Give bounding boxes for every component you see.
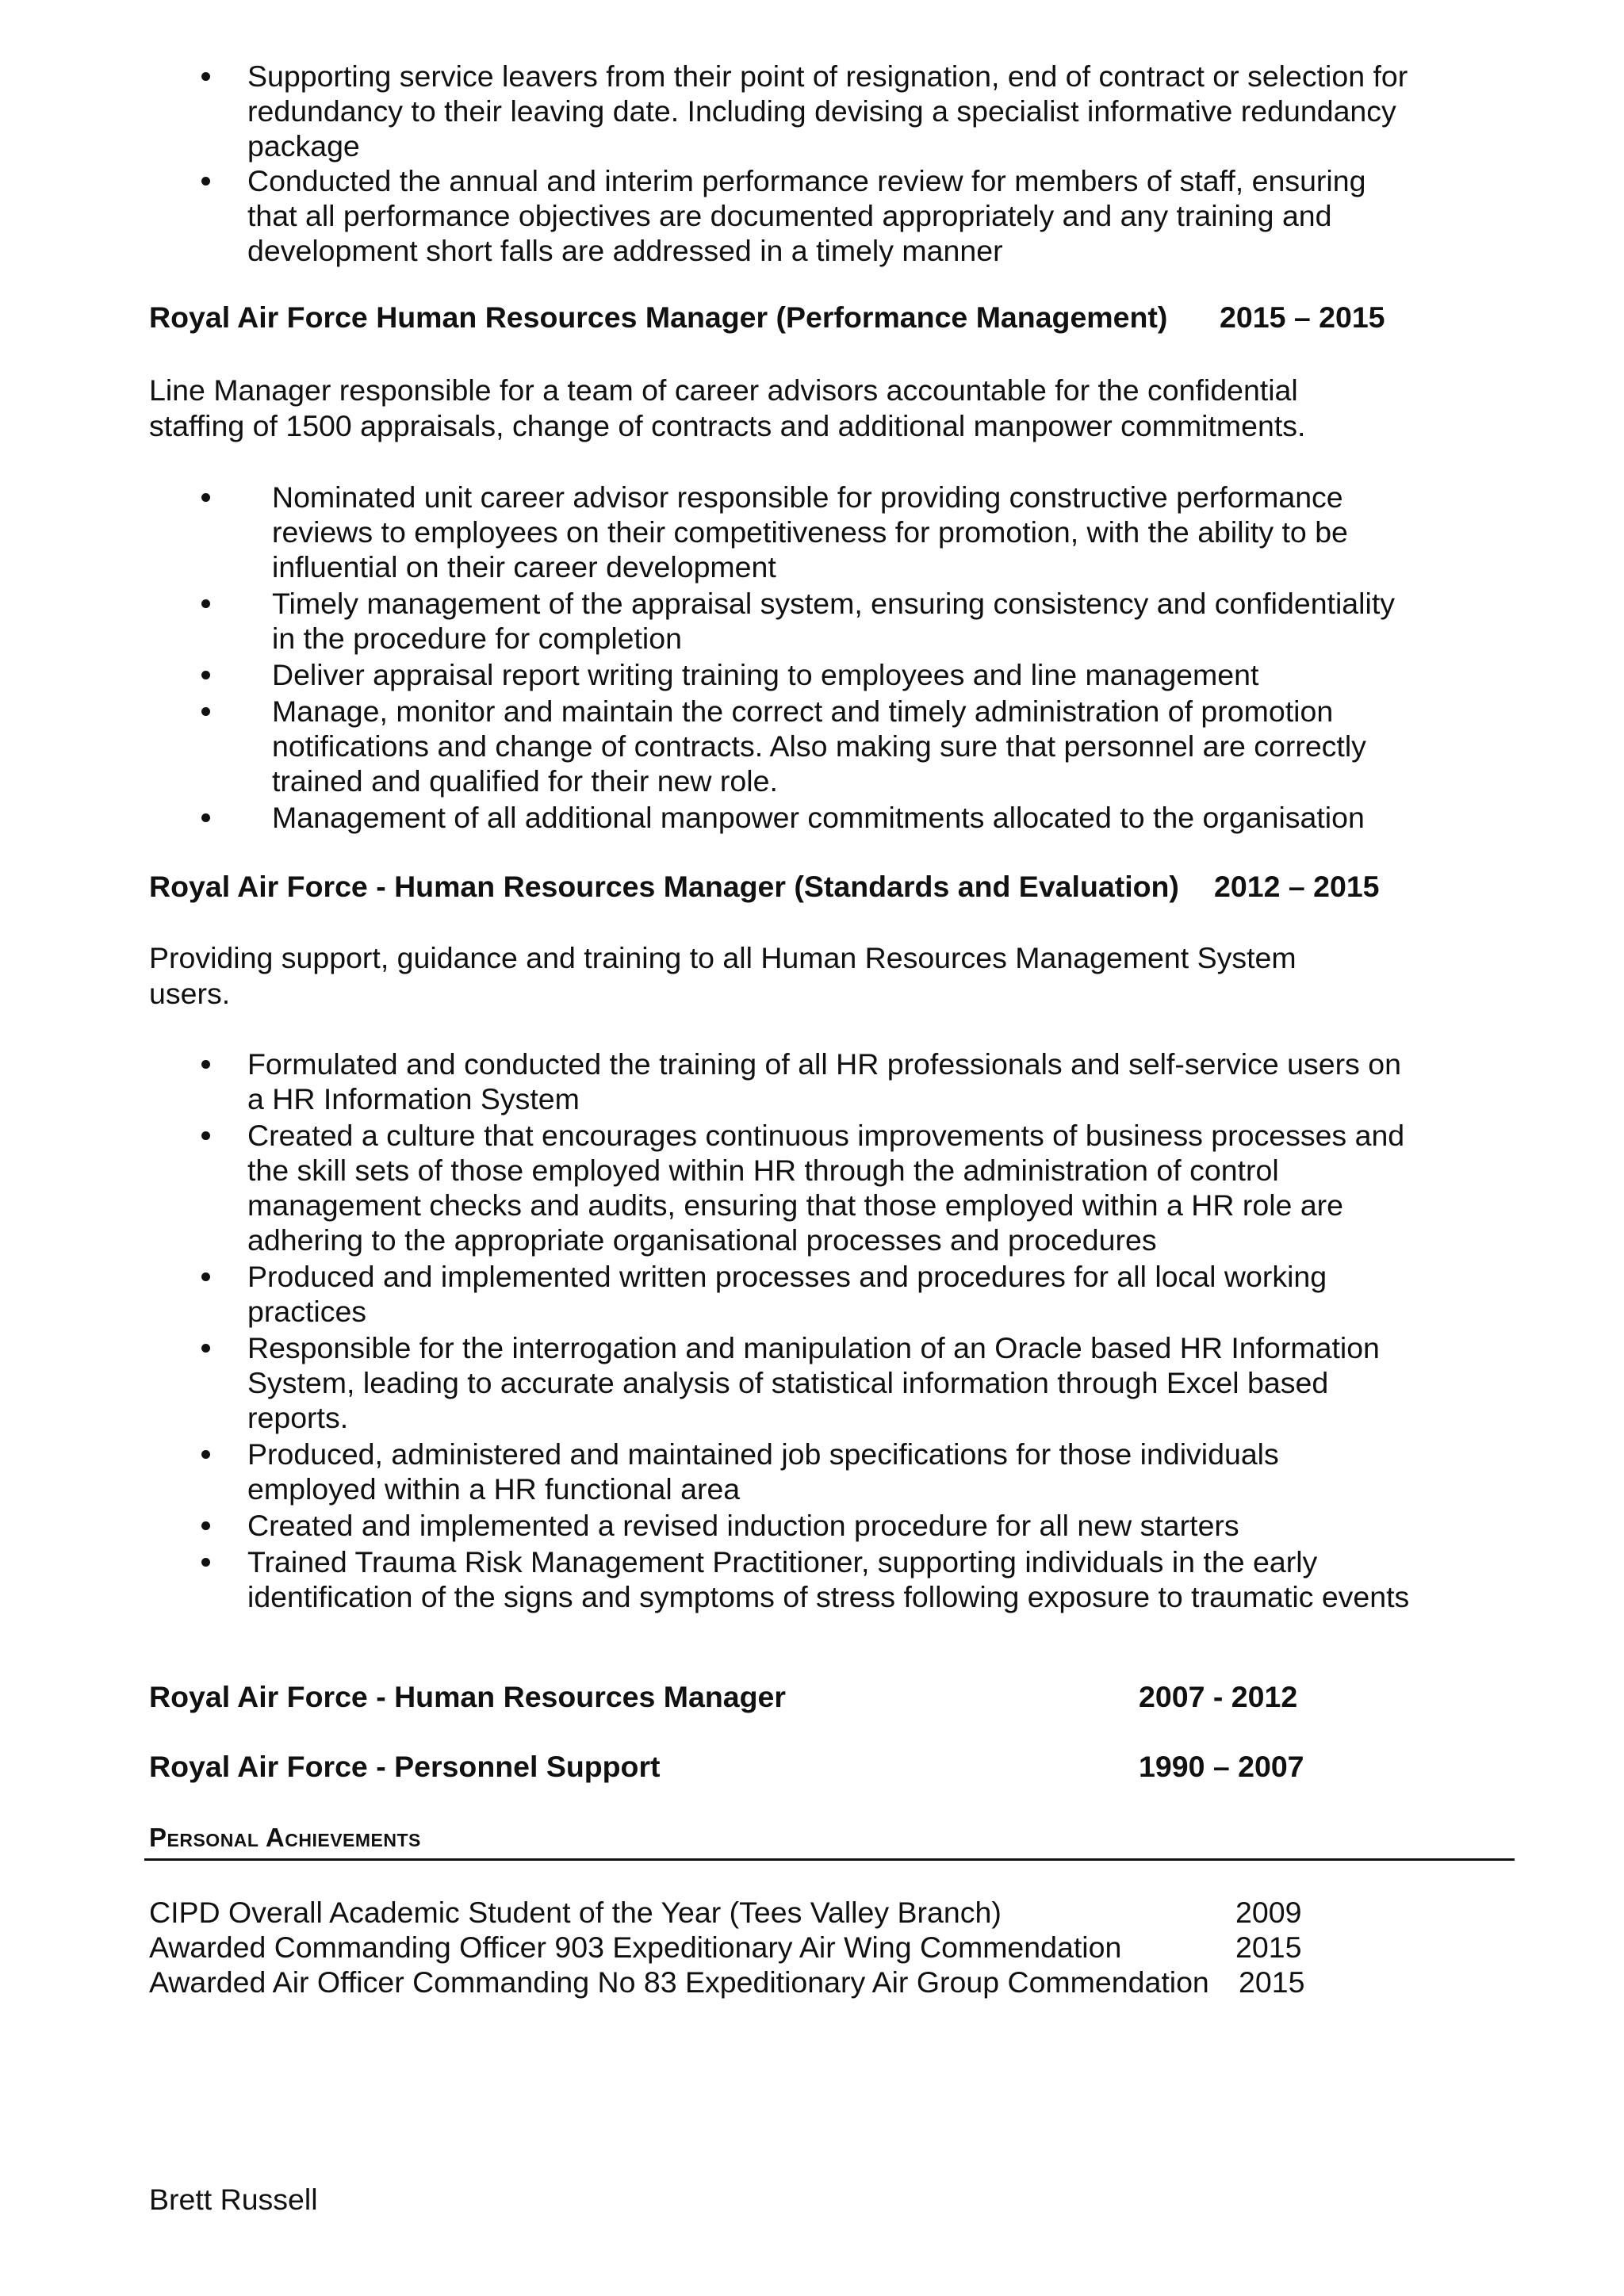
bullet-icon (201, 707, 210, 716)
list-item: Deliver appraisal report writing training to employees and line management (272, 657, 1398, 694)
standards-bullet-list (247, 1047, 1413, 1614)
list-item: Created a culture that encourages continuous improvements of business processes and the skill sets of those employed within HR through the administration of control management checks and audits, ensuring that those employed within a HR role are adhering to the appropriate organisational processes and procedures (247, 1118, 1413, 1259)
performance-bullet-list (272, 480, 1398, 835)
role-title-personnel-support: Royal Air Force - Personnel Support (149, 1750, 661, 1783)
list-item: Conducted the annual and interim performance review for members of staff, ensuring that all performance objectives are documented appropriately and any training and development short falls are addressed in a timely manner (247, 163, 1421, 268)
bullet-icon (201, 813, 210, 822)
achievement-year: 2009 (1235, 1896, 1302, 1929)
achievement-year: 2015 (1235, 1931, 1302, 1964)
role-title-performance: Royal Air Force Human Resources Manager (Performance Management) (149, 300, 1168, 334)
achievement-text: Awarded Air Officer Commanding No 83 Expeditionary Air Group Commendation (149, 1965, 1209, 1999)
list-item: Responsible for the interrogation and manipulation of an Oracle based HR Information System, leading to accurate analysis of statistical information through Excel based reports. (247, 1330, 1413, 1437)
list-item: Produced, administered and maintained job specifications for those individuals employed within a HR functional area (247, 1437, 1413, 1508)
role-summary-performance: Line Manager responsible for a team of career advisors accountable for the confidential staffing of 1500 appraisals, change of contracts and additional manpower commitments. (149, 373, 1306, 442)
bullet-icon (201, 177, 210, 186)
footer-name: Brett Russell (149, 2183, 318, 2216)
achievement-row (149, 1930, 1121, 1965)
bullet-icon (201, 1558, 210, 1567)
role-years-standards: 2012 – 2015 (1214, 870, 1380, 903)
section-divider (144, 1858, 1515, 1861)
top-bullet-list (247, 59, 1421, 268)
list-item: Created and implemented a revised induction procedure for all new starters (247, 1508, 1413, 1544)
list-item: Produced and implemented written processes and procedures for all local working practices (247, 1259, 1413, 1330)
list-item: Formulated and conducted the training of all HR professionals and self-service users on a HR Information System (247, 1047, 1413, 1118)
list-item: Timely management of the appraisal system, ensuring consistency and confidentiality in the procedure for completion (272, 586, 1398, 657)
role-title-hr-manager: Royal Air Force - Human Resources Manager (149, 1680, 787, 1713)
bullet-icon (201, 1060, 210, 1069)
list-item: Trained Trauma Risk Management Practitioner, supporting individuals in the early identification of the signs and symptoms of stress following exposure to traumatic events (247, 1544, 1413, 1614)
role-summary-standards: Providing support, guidance and training to all Human Resources Management System users. (149, 941, 1297, 1010)
bullet-icon (201, 1521, 210, 1530)
list-item: Nominated unit career advisor responsible for providing constructive performance reviews to employees on their competitiveness for promotion, with the ability to be influential on their career development (272, 480, 1398, 586)
bullet-icon (201, 599, 210, 608)
bullet-icon (201, 671, 210, 679)
achievement-year: 2015 (1239, 1965, 1305, 1999)
achievement-text: Awarded Commanding Officer 903 Expeditionary Air Wing Commendation (149, 1931, 1122, 1964)
bullet-icon (201, 1450, 210, 1459)
bullet-icon (201, 1344, 210, 1353)
list-item: Manage, monitor and maintain the correct and timely administration of promotion notifications and change of contracts. Also making sure that personnel are correctly trained and qualified for their new role. (272, 694, 1398, 800)
role-years-hr-manager: 2007 - 2012 (1139, 1680, 1298, 1713)
bullet-icon (201, 72, 210, 81)
achievement-text: CIPD Overall Academic Student of the Year (Tees Valley Branch) (149, 1896, 1002, 1929)
list-item: Management of all additional manpower commitments allocated to the organisation (272, 800, 1398, 835)
role-years-personnel-support: 1990 – 2007 (1139, 1750, 1304, 1783)
achievement-row (149, 1895, 1002, 1930)
role-years-performance: 2015 – 2015 (1220, 300, 1385, 334)
bullet-icon (201, 1131, 210, 1140)
achievement-row (149, 1965, 1209, 1999)
bullet-icon (201, 1272, 210, 1281)
achievements-heading: Personal Achievements (149, 1823, 421, 1852)
list-item: Supporting service leavers from their point of resignation, end of contract or selection for redundancy to their leaving date. Including devising a specialist informative redundancy package (247, 59, 1421, 163)
role-title-standards: Royal Air Force - Human Resources Manager (Standards and Evaluation) (149, 870, 1179, 903)
bullet-icon (201, 493, 210, 502)
